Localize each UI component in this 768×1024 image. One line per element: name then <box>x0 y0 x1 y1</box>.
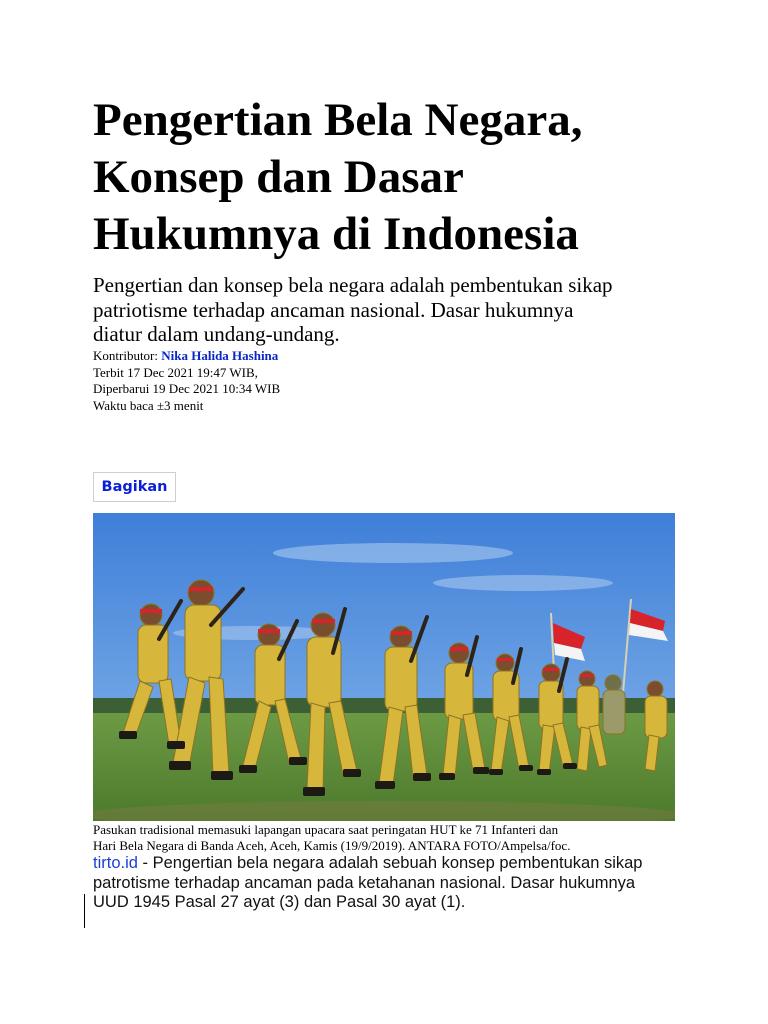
caption-line-2: Hari Bela Negara di Banda Aceh, Aceh, Kamis (19/9/2019). ANTARA FOTO/Ampelsa/foc. <box>93 838 571 853</box>
body-line-3: UUD 1945 Pasal 27 ayat (3) dan Pasal 30 ayat (1). <box>93 893 466 911</box>
source-link[interactable]: tirto.id <box>93 854 138 872</box>
article-title <box>93 92 693 263</box>
title-line-2: Konsep dan Dasar <box>93 151 464 203</box>
body-line-1 <box>93 854 703 874</box>
published-date: Terbit 17 Dec 2021 19:47 WIB, <box>93 364 258 380</box>
lede-line-1: Pengertian dan konsep bela negara adalah pembentukan sikap <box>93 273 613 297</box>
article-lede <box>93 273 693 347</box>
photo-soldiers-parade-icon <box>93 513 675 821</box>
article-meta <box>93 348 280 414</box>
share-button[interactable]: Bagikan <box>93 472 176 502</box>
read-time: Waktu baca ±3 menit <box>93 397 204 413</box>
photo-caption <box>93 822 693 854</box>
lede-line-3: diatur dalam undang-undang. <box>93 322 340 346</box>
contributor-label: Kontributor: <box>93 348 162 363</box>
contributor-row <box>93 348 280 365</box>
article-photo <box>93 513 675 821</box>
lede-line-2: patriotisme terhadap ancaman nasional. Dasar hukumnya <box>93 297 574 322</box>
body-line-1-text: - Pengertian bela negara adalah sebuah konsep pembentukan sikap <box>137 854 643 872</box>
contributor-link[interactable]: Nika Halida Hashina <box>161 348 279 363</box>
title-line-1: Pengertian Bela Negara, <box>93 94 583 146</box>
body-line-2: patrotisme terhadap ancaman pada ketahanan nasional. Dasar hukumnya <box>93 873 636 892</box>
text-cursor <box>84 894 85 928</box>
caption-line-1: Pasukan tradisional memasuki lapangan upacara saat peringatan HUT ke 71 Infanteri dan <box>93 822 559 837</box>
updated-date: Diperbarui 19 Dec 2021 10:34 WIB <box>93 381 281 396</box>
title-line-3: Hukumnya di Indonesia <box>93 208 579 260</box>
article-body <box>93 854 703 913</box>
